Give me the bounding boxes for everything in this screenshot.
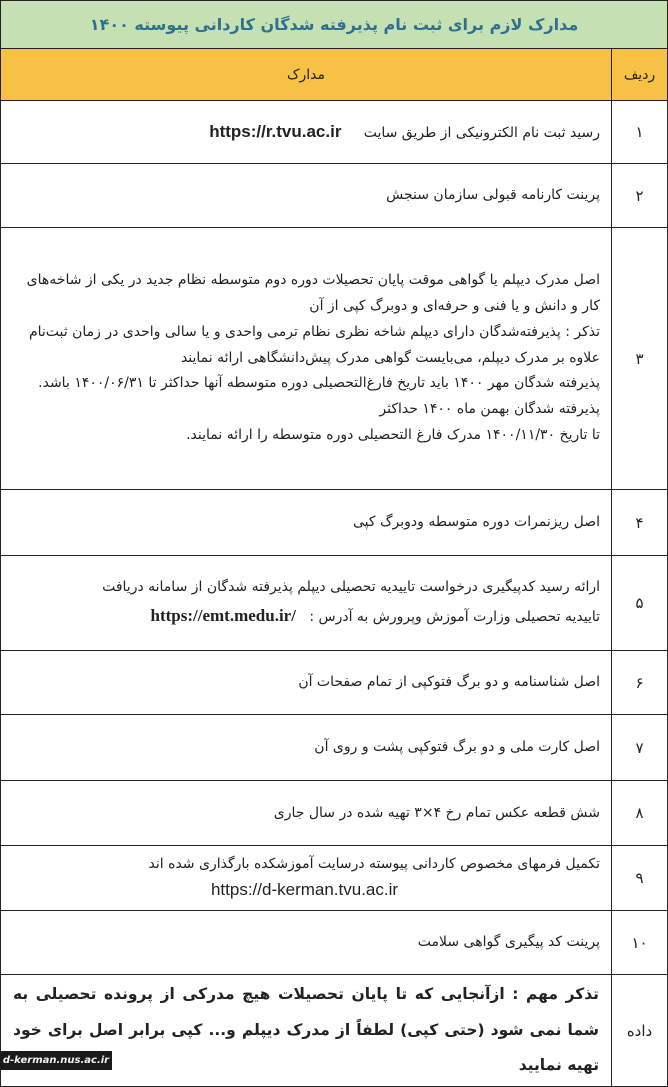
row-number: ۱۰: [612, 911, 668, 975]
row-text: [1, 228, 612, 490]
table-row: [1, 651, 668, 715]
row-paragraph: تذکر : پذیرفته‌شدگان دارای دیپلم شاخه نظری نظام ترمی واحدی و یا سالی واحدی در زمان ثبت‌نام علاوه بر مدرک دیپلم، می‌بایست گواهی مدرک پیش‌دانشگاهی ارائه نمایند: [28, 323, 601, 366]
important-notice: تذکر مهم : ازآنجایی که تا پایان تحصیلات هیچ مدرکی از پرونده تحصیلی به شما نمی شود (حتی کپی) لطفاً از مدرک دیپلم و... کپی برابر اصل برای خود تهیه نمایید: [1, 975, 612, 1087]
row-paragraph: [9, 600, 600, 632]
row-text: [1, 556, 612, 651]
row-text: [1, 101, 612, 164]
row-number: ۹: [612, 846, 668, 911]
row-text: اصل شناسنامه و دو برگ فتوکپی از تمام صفحات آن: [1, 651, 612, 715]
row-number: ۵: [612, 556, 668, 651]
site-watermark: d-kerman.nus.ac.ir: [0, 1051, 112, 1070]
registration-link[interactable]: https://r.tvu.ac.ir: [209, 121, 342, 141]
row-text: اصل کارت ملی و دو برگ فتوکپی پشت و روی آن: [1, 715, 612, 781]
row-number: ۳: [612, 228, 668, 490]
table-row: [1, 846, 668, 911]
header-num: ردیف: [612, 49, 668, 101]
table-row: [1, 556, 668, 651]
row-number: ۴: [612, 490, 668, 556]
college-link[interactable]: https://d-kerman.tvu.ac.ir: [210, 879, 399, 899]
row-text: شش قطعه عکس تمام رخ ۴×۳ تهیه شده در سال جاری: [1, 781, 612, 846]
row-number: ۲: [612, 164, 668, 228]
row-text: پرینت کارنامه قبولی سازمان سنجش: [1, 164, 612, 228]
row-paragraph: [9, 876, 600, 903]
row-text: پرینت کد پیگیری گواهی سلامت: [1, 911, 612, 975]
emt-link[interactable]: https://emt.medu.ir/: [150, 606, 296, 626]
row-paragraph: ارائه رسید کدپیگیری درخواست تاییدیه تحصیلی دیپلم پذیرفته شدگان از سامانه دریافت: [102, 578, 601, 595]
header-docs: مدارک: [1, 49, 612, 101]
row-paragraph: تا تاریخ ۱۴۰۰/۱۱/۳۰ مدرک فارغ التحصیلی دوره متوسطه را ارائه نمایند.: [186, 427, 601, 444]
row-number: ۶: [612, 651, 668, 715]
notice-label: داده: [612, 975, 668, 1087]
table-row: [1, 490, 668, 556]
row-text: اصل ریزنمرات دوره متوسطه ودوبرگ کپی: [1, 490, 612, 556]
row-paragraph: پذیرفته شدگان بهمن ماه ۱۴۰۰ حداکثر: [379, 401, 601, 418]
row-paragraph: تکمیل فرمهای مخصوص کاردانی پیوسته درسایت آموزشکده بارگذاری شده اند: [148, 856, 601, 873]
row-paragraph: پذیرفته شدگان مهر ۱۴۰۰ باید تاریخ فارغ‌التحصیلی دوره متوسطه آنها حداکثر تا ۱۴۰۰/۰۶/۳۱ باشد.: [38, 375, 601, 392]
table-row: [1, 911, 668, 975]
header-row: [1, 49, 668, 101]
table-row: [1, 101, 668, 164]
title-row: [1, 1, 668, 49]
table-row: [1, 715, 668, 781]
row-text: [1, 846, 612, 911]
row-number: ۱: [612, 101, 668, 164]
table-row: [1, 164, 668, 228]
table-row: [1, 781, 668, 846]
row-text-main: تاییدیه تحصیلی وزارت آموزش وپرورش به آدرس :: [309, 609, 601, 626]
table-title: مدارک لازم برای ثبت نام پذیرفته شدگان کاردانی پیوسته ۱۴۰۰: [1, 1, 668, 49]
row-text-main: رسید ثبت نام الکترونیکی از طریق سایت: [363, 124, 601, 141]
row-number: ۸: [612, 781, 668, 846]
row-paragraph: اصل مدرک دیپلم یا گواهی موقت پایان تحصیلات دوره دوم متوسطه نظام جدید در یکی از شاخه‌های کار و دانش و یا فنی و حرفه‌ای و دوبرگ کپی از آن: [26, 271, 601, 314]
row-number: ۷: [612, 715, 668, 781]
table-row: [1, 228, 668, 490]
